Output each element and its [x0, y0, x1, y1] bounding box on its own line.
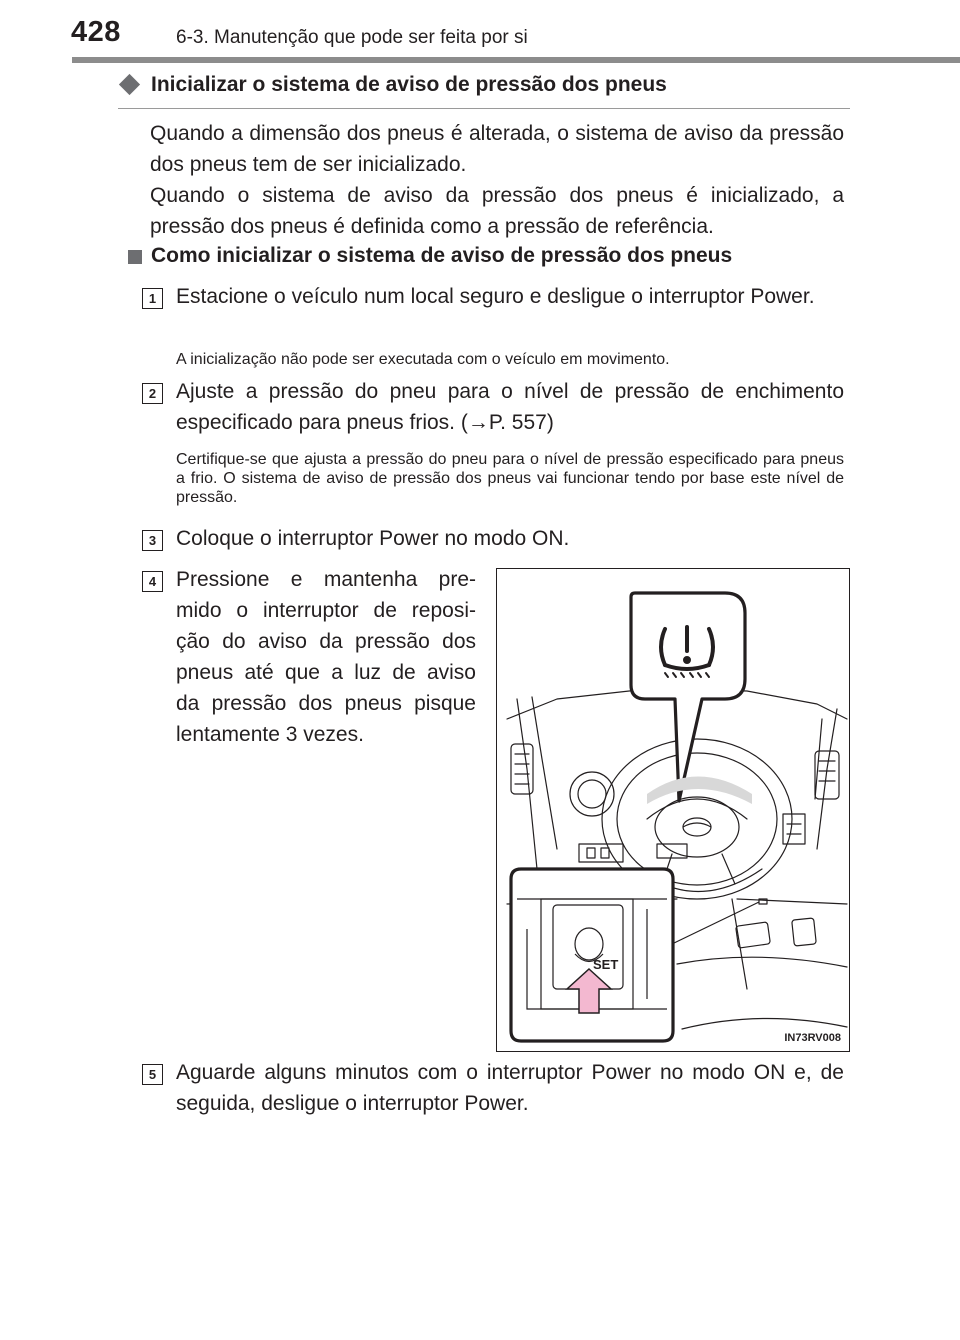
step-badge-5: 5 — [142, 1064, 163, 1085]
step-4-line: da pressão dos pneus pisque — [176, 692, 476, 715]
dashboard-drawing — [497, 569, 850, 1052]
step-1-text: Estacione o veículo num local seguro e desligue o interruptor Power. — [176, 285, 815, 308]
step-4-line: Pressione e mantenha pre- — [176, 568, 476, 591]
step-5-text: Aguarde alguns minutos com o interruptor Power no modo ON e, de seguida, desligue o interruptor Power. — [176, 1061, 844, 1115]
header-rule — [72, 57, 960, 63]
intro-paragraph-2: Quando o sistema de aviso da pressão dos pneus é inicializado, a pressão dos pneus é definida como a pressão de referência. — [150, 184, 844, 238]
page-number: 428 — [71, 16, 121, 48]
step-4-line: ção do aviso da pressão dos — [176, 630, 476, 653]
step-2-text: Ajuste a pressão do pneu para o nível de pressão de enchimento especificado para pneus frios. (→P. 557) — [176, 380, 844, 434]
square-icon — [128, 250, 142, 264]
figure-code: IN73RV008 — [784, 1032, 841, 1044]
step-4-line: pneus até que a luz de aviso — [176, 661, 476, 684]
chapter-title: 6-3. Manutenção que pode ser feita por si — [176, 27, 528, 48]
step-2-note: Certifique-se que ajusta a pressão do pneu para o nível de pressão especificado para pneus a frio. O sistema de aviso de pressão dos pneus vai funcionar tendo por base este nível de pressão. — [176, 451, 844, 506]
subheading — [128, 244, 848, 274]
step-4-line: mido o interruptor de reposi- — [176, 599, 476, 622]
subheading-text: Como inicializar o sistema de aviso de pressão dos pneus — [151, 244, 733, 267]
section-heading — [118, 72, 850, 109]
page-header — [0, 0, 960, 62]
set-button-label: SET — [593, 957, 619, 972]
step-badge-4: 4 — [142, 571, 163, 592]
section-title: Inicializar o sistema de aviso de pressão dos pneus — [151, 73, 667, 96]
dashboard-illustration — [496, 568, 850, 1052]
intro-paragraph-1: Quando a dimensão dos pneus é alterada, o sistema de aviso da pressão dos pneus tem de ser inicializado. — [150, 122, 844, 176]
step-4-line: lentamente 3 vezes. — [176, 723, 364, 746]
step-badge-3: 3 — [142, 530, 163, 551]
reset-switch-inset — [511, 869, 673, 1041]
step-1-note: A inicialização não pode ser executada com o veículo em movimento. — [176, 351, 670, 368]
step-badge-2: 2 — [142, 383, 163, 404]
diamond-icon — [119, 74, 140, 95]
step-badge-1: 1 — [142, 288, 163, 309]
step-4-text — [176, 564, 476, 750]
step-3-text: Coloque o interruptor Power no modo ON. — [176, 527, 570, 550]
